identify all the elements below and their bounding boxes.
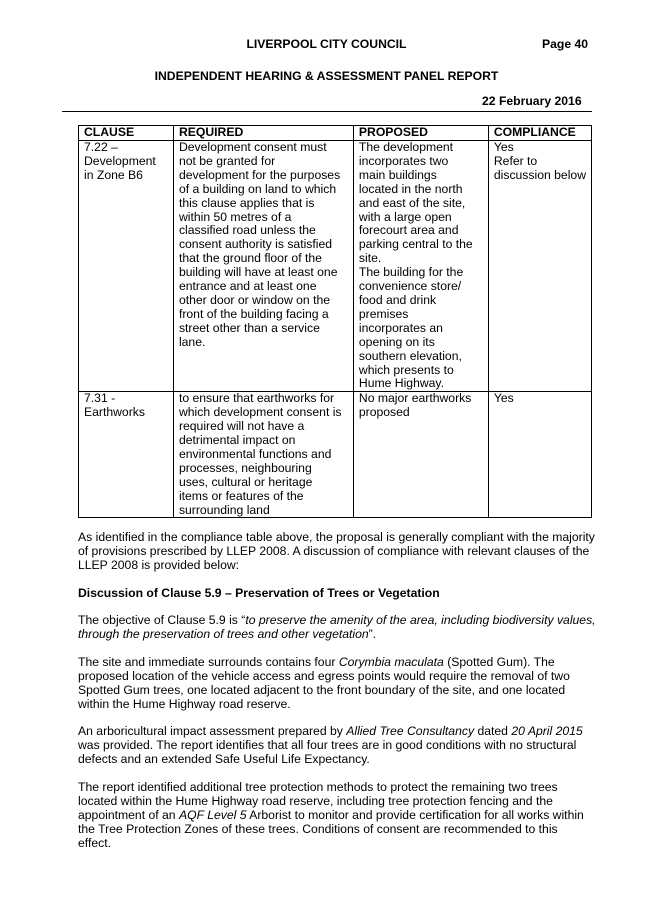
arbor-text: An arboricultural impact assessment prepared by — [78, 724, 347, 738]
cell-line: items or features of the — [178, 488, 304, 503]
cell-line: development for the purposes — [178, 167, 341, 182]
cell-line: No major earthworks — [358, 391, 472, 406]
cell-line: food and drink — [358, 292, 437, 307]
cell-line: required will not have a — [178, 419, 305, 434]
site-line: within the Hume Highway road reserve. — [78, 696, 291, 711]
site-text: The site and immediate surrounds contains four — [78, 655, 339, 669]
intro-line: As identified in the compliance table above, the proposal is generally compliant with the majority — [78, 530, 595, 544]
protect-line: located within the Hume Highway road reserve, including tree protection fencing and the — [78, 793, 553, 808]
objective-pre: The objective of Clause 5.9 is “ — [78, 613, 246, 627]
cell-line: surrounding land — [178, 502, 270, 517]
col-header-compliance: COMPLIANCE — [488, 126, 591, 141]
cell-compliance — [488, 141, 591, 392]
cell-line: proposed — [358, 405, 410, 420]
cell-line: 7.22 – — [84, 140, 118, 154]
assessment-date: 20 April 2015 — [511, 724, 583, 738]
header-rule — [62, 111, 592, 112]
cell-line: this clause applies that is — [178, 195, 315, 210]
protect-line: effect. — [78, 835, 111, 850]
cell-line: other door or window on the — [178, 292, 331, 307]
cell-line: located in the north — [358, 181, 463, 196]
cell-line: with a large open — [358, 209, 452, 224]
cell-line: which development consent is — [178, 405, 342, 420]
cell-line: entrance and at least one — [178, 279, 317, 294]
cell-line: Hume Highway. — [358, 376, 445, 391]
cell-line: processes, neighbouring — [178, 460, 312, 475]
cell-line: main buildings — [358, 167, 437, 182]
intro-line: LLEP 2008 is provided below: — [78, 557, 240, 572]
cell-line: Development consent must — [178, 140, 327, 154]
cell-line: not be granted for — [178, 153, 276, 168]
cell-line: premises — [358, 306, 409, 321]
arbor-line: defects and an extended Safe Useful Life Expectancy. — [78, 751, 370, 766]
cell-line: classified road unless the — [178, 223, 316, 238]
cell-line: opening on its — [358, 334, 435, 349]
cell-line: southern elevation, — [358, 348, 462, 363]
cell-line: detrimental impact on — [178, 433, 296, 448]
section-heading: Discussion of Clause 5.9 – Preservation of Trees or Vegetation — [78, 586, 440, 600]
arbor-line: was provided. The report identifies that all four trees are in good conditions with no structural — [78, 737, 577, 752]
site-line — [78, 656, 592, 670]
cell-line: street other than a service — [178, 320, 320, 335]
objective-italic-1: to preserve the amenity of the area, including biodiversity values, — [245, 613, 596, 627]
cell-line: environmental functions and — [178, 446, 332, 461]
col-header-required: REQUIRED — [173, 126, 353, 141]
cell-compliance — [488, 392, 591, 518]
table-row — [79, 392, 592, 518]
cell-line: Yes — [493, 391, 514, 406]
objective-line — [78, 628, 592, 642]
report-title: INDEPENDENT HEARING & ASSESSMENT PANEL REPORT — [154, 69, 499, 83]
objective-line — [78, 613, 596, 628]
site-paragraph — [78, 656, 592, 712]
table-header-row — [79, 126, 592, 141]
cell-proposed — [353, 392, 488, 518]
site-line: Spotted Gum trees, one located adjacent to the front boundary of the site, and one located — [78, 682, 566, 697]
report-date: 22 February 2016 — [482, 94, 582, 108]
qualification: AQF Level 5 — [178, 807, 247, 822]
objective-paragraph — [78, 613, 596, 642]
cell-line: Development — [84, 153, 156, 168]
cell-line: which presents to — [358, 362, 454, 377]
cell-line: that the ground floor of the — [178, 251, 322, 266]
protect-text: appointment of an — [78, 807, 179, 822]
cell-line: convenience store/ — [358, 279, 462, 294]
cell-line: uses, cultural or heritage — [178, 474, 313, 489]
cell-line: of a building on land to which — [178, 181, 337, 196]
cell-line: site. — [358, 251, 382, 266]
cell-line: The development — [358, 140, 454, 154]
site-line: proposed location of the vehicle access and egress points would require the removal of two — [78, 668, 570, 683]
arbor-line — [78, 725, 592, 739]
cell-line: Yes — [493, 140, 514, 154]
page-number: Page 40 — [542, 37, 589, 51]
protect-line: The report identified additional tree protection methods to protect the remaining two trees — [78, 780, 558, 794]
species-name: Corymbia maculata — [338, 655, 444, 669]
protect-line — [78, 809, 592, 823]
cell-required — [173, 141, 353, 392]
cell-clause — [79, 141, 174, 392]
cell-line: incorporates two — [358, 153, 449, 168]
council-name: LIVERPOOL CITY COUNCIL — [246, 37, 407, 51]
cell-line: building will have at least one — [178, 265, 338, 280]
cell-line: consent authority is satisfied — [178, 237, 333, 252]
col-header-proposed: PROPOSED — [353, 126, 488, 141]
table-row — [79, 141, 592, 392]
arbor-paragraph — [78, 725, 592, 767]
table-body — [79, 141, 592, 518]
cell-line: discussion below — [493, 167, 586, 182]
cell-line: 7.31 - — [84, 391, 116, 406]
intro-line: of provisions prescribed by LLEP 2008. A discussion of compliance with relevant clauses of the — [78, 543, 590, 558]
cell-line: Earthworks — [84, 405, 145, 420]
cell-proposed — [353, 141, 488, 392]
cell-line: incorporates an — [358, 320, 443, 335]
cell-line: in Zone B6 — [84, 167, 143, 182]
cell-line: lane. — [178, 334, 206, 349]
protect-text: Arborist to monitor and provide certification for all works within — [246, 807, 584, 822]
cell-line: The building for the — [358, 265, 464, 280]
col-header-clause: CLAUSE — [79, 126, 174, 141]
cell-line: to ensure that earthworks for — [178, 391, 335, 406]
cell-line: parking central to the — [358, 237, 473, 252]
cell-line: forecourt area and — [358, 223, 459, 238]
intro-paragraph — [78, 530, 595, 573]
objective-italic-2: through the preservation of trees and other vegetation — [78, 626, 369, 641]
protect-line: the Tree Protection Zones of these trees. Conditions of consent are recommended to this — [78, 821, 558, 836]
cell-line: within 50 metres of a — [178, 209, 292, 224]
cell-line: front of the building facing a — [178, 306, 329, 321]
arbor-text: dated — [474, 724, 512, 738]
cell-required — [173, 392, 353, 518]
cell-line: and east of the site, — [358, 195, 466, 210]
consultant-name: Allied Tree Consultancy — [346, 724, 475, 738]
cell-clause — [79, 392, 174, 518]
objective-post: ”. — [368, 626, 377, 641]
protect-paragraph — [78, 781, 592, 851]
cell-line: Refer to — [493, 153, 538, 168]
compliance-table — [78, 125, 592, 518]
site-text: (Spotted Gum). The — [443, 655, 555, 669]
